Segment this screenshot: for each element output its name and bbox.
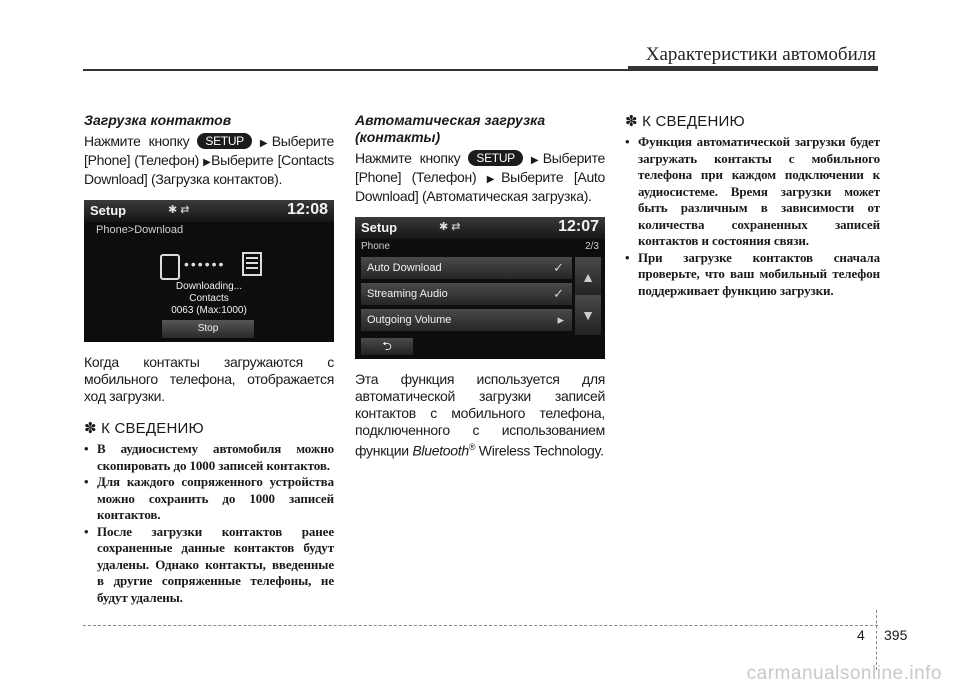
status-line: Contacts — [189, 293, 229, 304]
screen-title: Setup — [361, 220, 398, 235]
footer-divider — [876, 610, 877, 670]
setup-button-glyph: SETUP — [197, 133, 252, 149]
triangle-up-icon: ▲ — [581, 269, 595, 285]
menu-label: Streaming Audio — [367, 288, 448, 300]
menu-label: Auto Download — [367, 262, 442, 274]
paragraph-text: Wireless Technology. — [478, 442, 604, 459]
scroll-down-button[interactable] — [575, 295, 601, 335]
contacts-list-icon — [242, 252, 262, 276]
instr-text: Выберите [Contacts Download] (Загрузка контактов). — [84, 152, 335, 187]
screen-titlebar — [355, 217, 605, 239]
section-heading: Автоматическая загрузка (контакты) — [355, 112, 546, 145]
watermark: carmanualsonline.info — [746, 663, 942, 684]
instruction — [84, 133, 334, 188]
screen-section: Phone — [361, 241, 390, 252]
notes-list — [84, 441, 334, 606]
header-title: Характеристики автомобиля — [645, 44, 876, 65]
list-item: • Для каждого сопряженного устройства можно сохранить до 1000 записей контактов. — [84, 474, 334, 524]
screen-breadcrumb: Phone>Download — [96, 224, 184, 236]
download-screen — [84, 200, 334, 342]
note-heading: ✽ К СВЕДЕНИЮ — [625, 113, 745, 130]
instr-text: Нажмите кнопку — [355, 150, 461, 166]
note-heading: ✽ К СВЕДЕНИЮ — [84, 420, 204, 437]
instr-text: Выберите [Auto Download] (Автоматическая загрузка). — [355, 169, 606, 204]
setup-button-glyph: SETUP — [468, 150, 523, 166]
arrow-right-icon: ▶ — [259, 138, 272, 149]
phone-settings-screen — [355, 217, 605, 359]
column-middle — [355, 112, 605, 460]
transfer-dots-icon: •••••• — [184, 256, 226, 272]
bluetooth-usb-icon: ✱ ⇄ — [168, 204, 190, 216]
list-item: • После загрузки контактов ранее сохраненные данные контактов будут удалены. Однако контакты, введенные в другие сопряженные телефоны, не будут удалены. — [84, 524, 334, 607]
status-line: 0063 (Max:1000) — [171, 305, 247, 316]
arrow-right-icon: ▸ — [557, 312, 564, 327]
menu-item-auto-download[interactable] — [361, 257, 572, 279]
menu-label: Outgoing Volume — [367, 314, 452, 326]
header-rule-accent — [628, 66, 878, 71]
menu-item-streaming-audio[interactable] — [361, 283, 572, 305]
list-item: • В аудиосистему автомобиля можно скопировать до 1000 записей контактов. — [84, 441, 334, 474]
check-icon: ✓ — [553, 286, 564, 301]
instr-text: Выберите [Phone] (Телефон) — [355, 150, 606, 185]
paragraph — [355, 371, 605, 460]
phone-icon — [160, 254, 180, 280]
menu-item-outgoing-volume[interactable] — [361, 309, 572, 331]
back-button[interactable] — [361, 338, 413, 355]
arrow-right-icon: ▶ — [203, 157, 212, 168]
scroll-up-button[interactable] — [575, 257, 601, 297]
download-status — [84, 281, 334, 317]
page-indicator: 2/3 — [585, 241, 599, 252]
column-left — [84, 112, 334, 606]
chapter-number: 4 — [857, 627, 865, 643]
status-line: Downloading... — [175, 281, 243, 292]
arrow-right-icon: ▶ — [486, 174, 502, 185]
bluetooth-usb-icon: ✱ ⇄ — [439, 221, 461, 233]
page-number: 395 — [884, 627, 908, 643]
stop-button[interactable]: Stop — [162, 320, 254, 338]
instr-text: Нажмите кнопку — [84, 133, 190, 149]
screen-time: 12:07 — [558, 218, 599, 235]
instruction — [355, 150, 605, 205]
triangle-down-icon: ▼ — [581, 307, 595, 323]
notes-list — [625, 134, 880, 299]
screen-title: Setup — [90, 203, 127, 218]
list-item: • При загрузке контактов сначала проверьте, что ваш мобильный телефон поддерживает функцию загрузки. — [625, 250, 880, 300]
back-arrow-icon: ⮌ — [382, 339, 392, 353]
footer-rule — [83, 625, 878, 626]
registered-mark: ® — [468, 442, 476, 452]
screen-titlebar — [84, 200, 334, 222]
arrow-right-icon: ▶ — [530, 155, 543, 166]
paragraph: Когда контакты загружаются с мобильного телефона, отображается ход загрузки. — [84, 354, 334, 404]
section-heading: Загрузка контактов — [84, 112, 232, 128]
list-item: • Функция автоматической загрузки будет загружать контакты с мобильного телефона при каждом подключении к аудиосистеме. Время загрузки может быть различным в зависимости от количества сохраненных записей контактов и состояния связи. — [625, 134, 880, 250]
paragraph-text: Эта функция используется для автоматической загрузки записей контактов с мобильного телефона, подключенного с использованием функции — [355, 371, 605, 459]
check-icon: ✓ — [553, 260, 564, 275]
column-right — [625, 112, 880, 299]
screen-subheader — [355, 239, 605, 257]
instr-text: Выберите [Phone] (Телефон) — [84, 133, 335, 168]
screen-time: 12:08 — [287, 201, 328, 218]
bluetooth-brand: Bluetooth — [412, 442, 469, 459]
